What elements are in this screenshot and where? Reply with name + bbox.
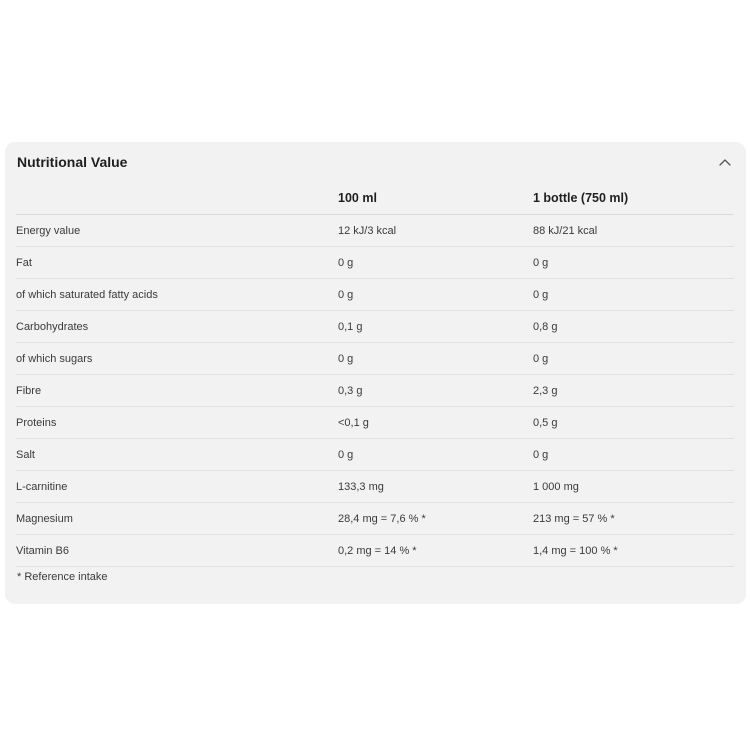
header-nutrient — [16, 182, 338, 215]
value-per-100ml: 0 g — [338, 439, 533, 471]
value-per-bottle: 0 g — [533, 247, 734, 279]
nutrient-name: Energy value — [16, 215, 338, 247]
nutrition-table — [16, 182, 734, 567]
nutrient-name: Carbohydrates — [16, 311, 338, 343]
collapse-button[interactable] — [715, 152, 735, 172]
value-per-100ml: 0,2 mg = 14 % * — [338, 535, 533, 567]
panel-title: Nutritional Value — [17, 154, 128, 170]
nutrient-name: of which sugars — [16, 343, 338, 375]
value-per-bottle: 0 g — [533, 343, 734, 375]
nutrient-name: of which saturated fatty acids — [16, 279, 338, 311]
value-per-100ml: 133,3 mg — [338, 471, 533, 503]
nutrient-name: Magnesium — [16, 503, 338, 535]
value-per-100ml: <0,1 g — [338, 407, 533, 439]
table-row — [16, 247, 734, 279]
table-row — [16, 215, 734, 247]
header-per-100ml: 100 ml — [338, 182, 533, 215]
value-per-100ml: 0 g — [338, 343, 533, 375]
value-per-bottle: 0,5 g — [533, 407, 734, 439]
value-per-100ml: 28,4 mg = 7,6 % * — [338, 503, 533, 535]
nutrient-name: Salt — [16, 439, 338, 471]
value-per-bottle: 1,4 mg = 100 % * — [533, 535, 734, 567]
nutrient-name: Fibre — [16, 375, 338, 407]
table-header-row — [16, 182, 734, 215]
reference-intake-footnote: * Reference intake — [17, 571, 108, 583]
value-per-bottle: 0 g — [533, 279, 734, 311]
table-row — [16, 279, 734, 311]
table-row — [16, 471, 734, 503]
panel-header[interactable] — [16, 142, 735, 182]
table-row — [16, 439, 734, 471]
nutrient-name: Fat — [16, 247, 338, 279]
value-per-100ml: 12 kJ/3 kcal — [338, 215, 533, 247]
nutrient-name: L-carnitine — [16, 471, 338, 503]
value-per-bottle: 88 kJ/21 kcal — [533, 215, 734, 247]
header-per-bottle: 1 bottle (750 ml) — [533, 182, 734, 215]
table-row — [16, 375, 734, 407]
nutrient-name: Proteins — [16, 407, 338, 439]
value-per-100ml: 0 g — [338, 247, 533, 279]
table-row — [16, 343, 734, 375]
value-per-bottle: 1 000 mg — [533, 471, 734, 503]
nutritional-value-panel — [5, 142, 746, 604]
table-row — [16, 503, 734, 535]
chevron-up-icon — [719, 158, 731, 166]
value-per-bottle: 2,3 g — [533, 375, 734, 407]
value-per-100ml: 0 g — [338, 279, 533, 311]
table-row — [16, 535, 734, 567]
value-per-100ml: 0,1 g — [338, 311, 533, 343]
table-row — [16, 311, 734, 343]
nutrient-name: Vitamin B6 — [16, 535, 338, 567]
value-per-100ml: 0,3 g — [338, 375, 533, 407]
value-per-bottle: 0 g — [533, 439, 734, 471]
table-row — [16, 407, 734, 439]
value-per-bottle: 213 mg = 57 % * — [533, 503, 734, 535]
value-per-bottle: 0,8 g — [533, 311, 734, 343]
